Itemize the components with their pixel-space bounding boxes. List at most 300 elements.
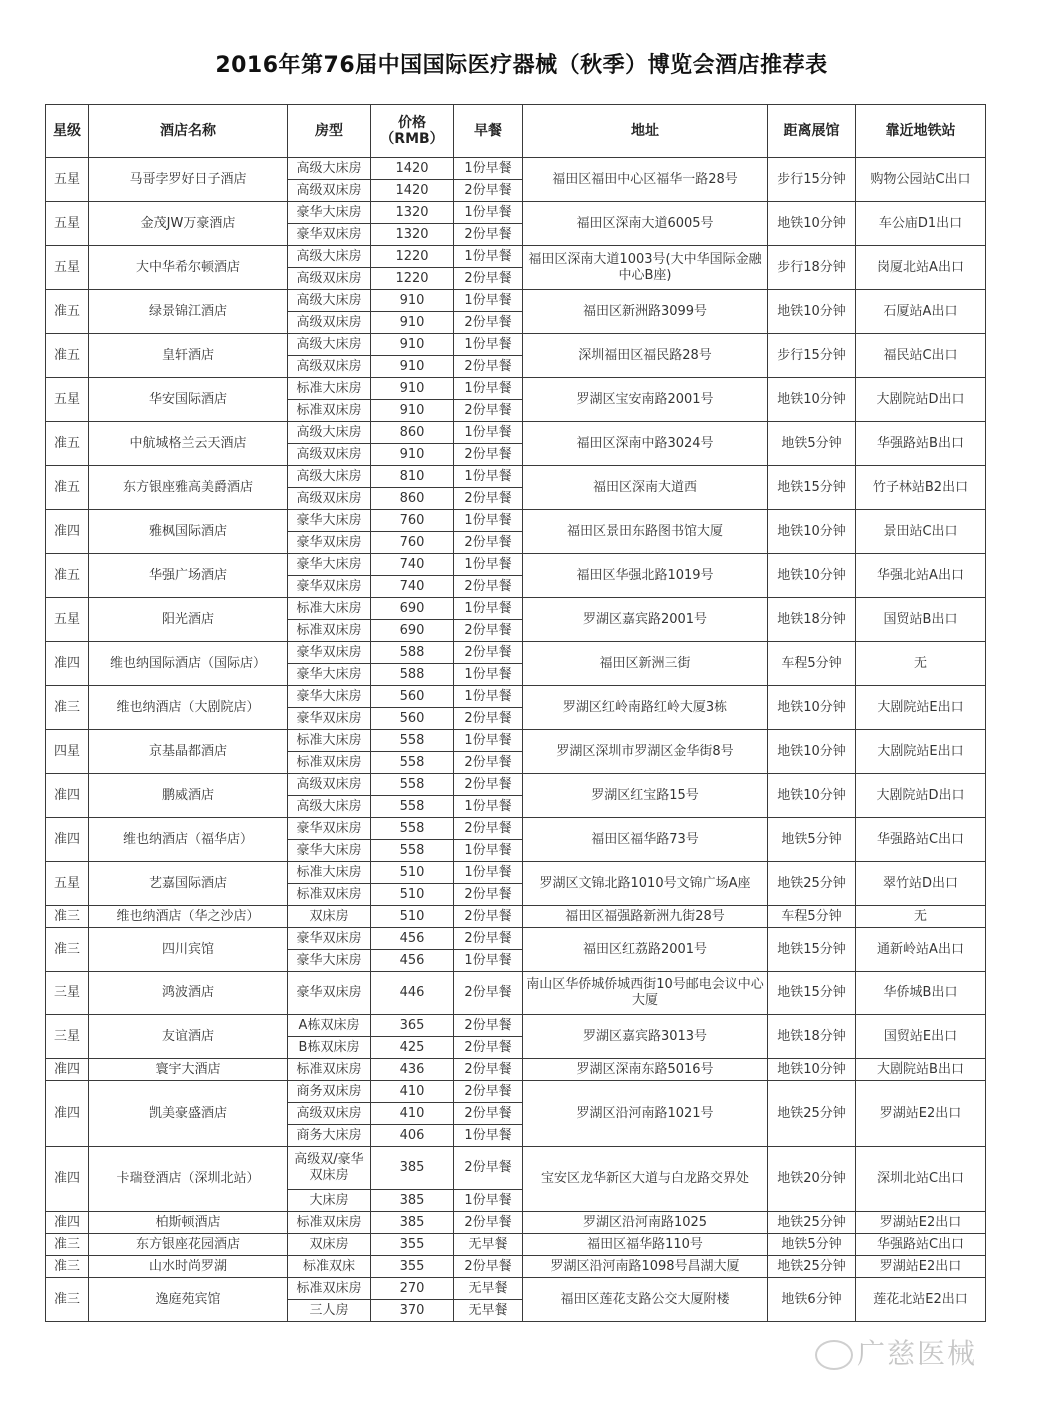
distance: 地铁10分钟 <box>768 1059 856 1081</box>
price: 446 <box>371 972 454 1015</box>
address: 福田区新洲路3099号 <box>523 290 768 334</box>
breakfast: 2份早餐 <box>454 400 523 422</box>
metro-station: 华侨城B出口 <box>856 972 986 1015</box>
room-type: 豪华双床房 <box>288 224 371 246</box>
distance: 地铁20分钟 <box>768 1147 856 1212</box>
price: 740 <box>371 554 454 576</box>
distance: 步行15分钟 <box>768 334 856 378</box>
breakfast: 1份早餐 <box>454 598 523 620</box>
table-row <box>46 1278 986 1300</box>
star-rating: 准四 <box>46 818 89 862</box>
price: 760 <box>371 510 454 532</box>
header-breakfast: 早餐 <box>454 105 523 158</box>
breakfast: 2份早餐 <box>454 1037 523 1059</box>
room-type: 高级大床房 <box>288 334 371 356</box>
table-row <box>46 1015 986 1037</box>
price: 760 <box>371 532 454 554</box>
header-star: 星级 <box>46 105 89 158</box>
price: 355 <box>371 1234 454 1256</box>
breakfast: 2份早餐 <box>454 774 523 796</box>
metro-station: 竹子林站B2出口 <box>856 466 986 510</box>
room-type: 高级大床房 <box>288 158 371 180</box>
breakfast: 1份早餐 <box>454 202 523 224</box>
room-type: 豪华双床房 <box>288 576 371 598</box>
breakfast: 2份早餐 <box>454 1212 523 1234</box>
price: 588 <box>371 642 454 664</box>
metro-station: 罗湖站E2出口 <box>856 1081 986 1147</box>
room-type: 大床房 <box>288 1190 371 1212</box>
price: 510 <box>371 862 454 884</box>
price: 370 <box>371 1300 454 1322</box>
metro-station: 华强路站B出口 <box>856 422 986 466</box>
room-type: 标准大床房 <box>288 598 371 620</box>
address: 福田区深南大道1003号(大中华国际金融中心B座) <box>523 246 768 290</box>
metro-station: 罗湖站E2出口 <box>856 1212 986 1234</box>
distance: 地铁10分钟 <box>768 686 856 730</box>
distance: 地铁10分钟 <box>768 290 856 334</box>
hotel-name: 马哥孛罗好日子酒店 <box>89 158 288 202</box>
breakfast: 2份早餐 <box>454 224 523 246</box>
star-rating: 准三 <box>46 686 89 730</box>
room-type: 高级大床房 <box>288 796 371 818</box>
distance: 地铁10分钟 <box>768 510 856 554</box>
hotel-name: 卡瑞登酒店（深圳北站） <box>89 1147 288 1212</box>
table-row <box>46 642 986 664</box>
breakfast: 2份早餐 <box>454 444 523 466</box>
room-type: 高级大床房 <box>288 422 371 444</box>
breakfast: 2份早餐 <box>454 928 523 950</box>
breakfast: 1份早餐 <box>454 466 523 488</box>
hotel-name: 华强广场酒店 <box>89 554 288 598</box>
distance: 地铁25分钟 <box>768 1081 856 1147</box>
table-row <box>46 862 986 884</box>
room-type: 高级双床房 <box>288 1103 371 1125</box>
address: 罗湖区宝安南路2001号 <box>523 378 768 422</box>
breakfast: 2份早餐 <box>454 620 523 642</box>
distance: 地铁25分钟 <box>768 1212 856 1234</box>
star-rating: 准四 <box>46 774 89 818</box>
price: 690 <box>371 620 454 642</box>
address: 罗湖区红宝路15号 <box>523 774 768 818</box>
wechat-icon <box>815 1340 853 1370</box>
room-type: A栋双床房 <box>288 1015 371 1037</box>
price: 560 <box>371 708 454 730</box>
metro-station: 通新岭站A出口 <box>856 928 986 972</box>
star-rating: 准四 <box>46 1059 89 1081</box>
hotel-name: 中航城格兰云天酒店 <box>89 422 288 466</box>
metro-station: 无 <box>856 906 986 928</box>
room-type: 豪华大床房 <box>288 202 371 224</box>
breakfast: 1份早餐 <box>454 840 523 862</box>
header-hotel-name: 酒店名称 <box>89 105 288 158</box>
room-type: 豪华大床房 <box>288 554 371 576</box>
star-rating: 准四 <box>46 642 89 686</box>
table-row <box>46 554 986 576</box>
breakfast: 无早餐 <box>454 1234 523 1256</box>
breakfast: 2份早餐 <box>454 488 523 510</box>
hotel-name: 寰宇大酒店 <box>89 1059 288 1081</box>
page-title: 2016年第76届中国国际医疗器械（秋季）博览会酒店推荐表 <box>215 53 828 78</box>
address: 福田区景田东路图书馆大厦 <box>523 510 768 554</box>
metro-station: 购物公园站C出口 <box>856 158 986 202</box>
table-row <box>46 1256 986 1278</box>
hotel-name: 金茂JW万豪酒店 <box>89 202 288 246</box>
room-type: 双床房 <box>288 1234 371 1256</box>
address: 罗湖区文锦北路1010号文锦广场A座 <box>523 862 768 906</box>
room-type: 豪华双床房 <box>288 532 371 554</box>
star-rating: 五星 <box>46 158 89 202</box>
room-type: 豪华大床房 <box>288 686 371 708</box>
header-row <box>46 105 986 158</box>
room-type: 高级双床房 <box>288 180 371 202</box>
distance: 地铁10分钟 <box>768 730 856 774</box>
table-row <box>46 422 986 444</box>
metro-station: 国贸站B出口 <box>856 598 986 642</box>
hotel-name: 维也纳国际酒店（国际店） <box>89 642 288 686</box>
hotel-name: 艺嘉国际酒店 <box>89 862 288 906</box>
metro-station: 国贸站E出口 <box>856 1015 986 1059</box>
table-row <box>46 246 986 268</box>
room-type: 商务大床房 <box>288 1125 371 1147</box>
distance: 地铁6分钟 <box>768 1278 856 1322</box>
breakfast: 2份早餐 <box>454 708 523 730</box>
table-row <box>46 334 986 356</box>
breakfast: 1份早餐 <box>454 334 523 356</box>
breakfast: 2份早餐 <box>454 1147 523 1190</box>
room-type: 高级大床房 <box>288 290 371 312</box>
hotel-name: 东方银座雅高美爵酒店 <box>89 466 288 510</box>
distance: 地铁10分钟 <box>768 774 856 818</box>
breakfast: 2份早餐 <box>454 312 523 334</box>
metro-station: 景田站C出口 <box>856 510 986 554</box>
hotel-name: 维也纳酒店（华之沙店） <box>89 906 288 928</box>
star-rating: 五星 <box>46 862 89 906</box>
price: 365 <box>371 1015 454 1037</box>
breakfast: 1份早餐 <box>454 422 523 444</box>
breakfast: 2份早餐 <box>454 1103 523 1125</box>
table-row <box>46 1234 986 1256</box>
room-type: 豪华大床房 <box>288 510 371 532</box>
star-rating: 五星 <box>46 378 89 422</box>
breakfast: 2份早餐 <box>454 1059 523 1081</box>
room-type: 豪华双床房 <box>288 972 371 1015</box>
table-row <box>46 730 986 752</box>
price: 558 <box>371 752 454 774</box>
breakfast: 2份早餐 <box>454 576 523 598</box>
price: 910 <box>371 378 454 400</box>
table-row <box>46 1081 986 1103</box>
price: 406 <box>371 1125 454 1147</box>
star-rating: 准五 <box>46 554 89 598</box>
price: 425 <box>371 1037 454 1059</box>
price: 456 <box>371 928 454 950</box>
star-rating: 五星 <box>46 598 89 642</box>
breakfast: 1份早餐 <box>454 686 523 708</box>
room-type: 三人房 <box>288 1300 371 1322</box>
distance: 车程5分钟 <box>768 642 856 686</box>
price: 558 <box>371 840 454 862</box>
breakfast: 1份早餐 <box>454 246 523 268</box>
room-type: 豪华双床房 <box>288 928 371 950</box>
header-distance: 距离展馆 <box>768 105 856 158</box>
table-row <box>46 290 986 312</box>
table-row <box>46 928 986 950</box>
address: 罗湖区深圳市罗湖区金华街8号 <box>523 730 768 774</box>
room-type: 豪华大床房 <box>288 950 371 972</box>
room-type: 豪华双床房 <box>288 642 371 664</box>
price: 558 <box>371 818 454 840</box>
breakfast: 2份早餐 <box>454 532 523 554</box>
breakfast: 1份早餐 <box>454 796 523 818</box>
distance: 地铁15分钟 <box>768 972 856 1015</box>
price: 1320 <box>371 202 454 224</box>
distance: 地铁10分钟 <box>768 202 856 246</box>
price: 558 <box>371 730 454 752</box>
room-type: 标准大床房 <box>288 862 371 884</box>
price: 558 <box>371 796 454 818</box>
breakfast: 1份早餐 <box>454 1190 523 1212</box>
metro-station: 华强路站C出口 <box>856 1234 986 1256</box>
breakfast: 1份早餐 <box>454 1125 523 1147</box>
address: 罗湖区沿河南路1098号昌湖大厦 <box>523 1256 768 1278</box>
metro-station: 翠竹站D出口 <box>856 862 986 906</box>
room-type: 豪华双床房 <box>288 708 371 730</box>
hotel-name: 皇轩酒店 <box>89 334 288 378</box>
price: 910 <box>371 400 454 422</box>
metro-station: 深圳北站C出口 <box>856 1147 986 1212</box>
header-metro: 靠近地铁站 <box>856 105 986 158</box>
price: 910 <box>371 334 454 356</box>
hotel-name: 维也纳酒店（大剧院店） <box>89 686 288 730</box>
address: 罗湖区嘉宾路2001号 <box>523 598 768 642</box>
hotel-name: 友谊酒店 <box>89 1015 288 1059</box>
star-rating: 三星 <box>46 1015 89 1059</box>
breakfast: 1份早餐 <box>454 664 523 686</box>
star-rating: 准三 <box>46 1256 89 1278</box>
star-rating: 准三 <box>46 906 89 928</box>
star-rating: 四星 <box>46 730 89 774</box>
table-row <box>46 598 986 620</box>
breakfast: 1份早餐 <box>454 862 523 884</box>
address: 宝安区龙华新区大道与白龙路交界处 <box>523 1147 768 1212</box>
metro-station: 华强路站C出口 <box>856 818 986 862</box>
distance: 车程5分钟 <box>768 906 856 928</box>
table-row <box>46 1212 986 1234</box>
breakfast: 2份早餐 <box>454 752 523 774</box>
price: 910 <box>371 356 454 378</box>
address: 罗湖区嘉宾路3013号 <box>523 1015 768 1059</box>
star-rating: 准四 <box>46 1081 89 1147</box>
metro-station: 大剧院站D出口 <box>856 774 986 818</box>
table-row <box>46 466 986 488</box>
breakfast: 1份早餐 <box>454 950 523 972</box>
hotel-name: 东方银座花园酒店 <box>89 1234 288 1256</box>
room-type: 豪华双床房 <box>288 818 371 840</box>
price: 1420 <box>371 180 454 202</box>
price: 1220 <box>371 268 454 290</box>
address: 罗湖区沿河南路1025 <box>523 1212 768 1234</box>
distance: 地铁18分钟 <box>768 598 856 642</box>
room-type: 标准双床房 <box>288 400 371 422</box>
hotel-name: 京基晶都酒店 <box>89 730 288 774</box>
star-rating: 准五 <box>46 334 89 378</box>
breakfast: 2份早餐 <box>454 906 523 928</box>
breakfast: 2份早餐 <box>454 1256 523 1278</box>
hotel-name: 四川宾馆 <box>89 928 288 972</box>
metro-station: 岗厦北站A出口 <box>856 246 986 290</box>
metro-station: 大剧院站E出口 <box>856 730 986 774</box>
breakfast: 1份早餐 <box>454 378 523 400</box>
room-type: 双床房 <box>288 906 371 928</box>
table-row <box>46 1059 986 1081</box>
star-rating: 准五 <box>46 422 89 466</box>
breakfast: 无早餐 <box>454 1278 523 1300</box>
price: 436 <box>371 1059 454 1081</box>
price: 456 <box>371 950 454 972</box>
metro-station: 大剧院站D出口 <box>856 378 986 422</box>
room-type: 豪华大床房 <box>288 840 371 862</box>
metro-station: 石厦站A出口 <box>856 290 986 334</box>
room-type: 高级双床房 <box>288 268 371 290</box>
room-type: 标准双床房 <box>288 752 371 774</box>
table-row <box>46 158 986 180</box>
room-type: 高级大床房 <box>288 246 371 268</box>
star-rating: 三星 <box>46 972 89 1015</box>
room-type: 标准双床房 <box>288 620 371 642</box>
room-type: 标准双床 <box>288 1256 371 1278</box>
price: 910 <box>371 444 454 466</box>
price: 910 <box>371 290 454 312</box>
hotel-name: 凯美豪盛酒店 <box>89 1081 288 1147</box>
breakfast: 2份早餐 <box>454 180 523 202</box>
distance: 地铁15分钟 <box>768 466 856 510</box>
breakfast: 1份早餐 <box>454 158 523 180</box>
address: 福田区福田中心区福华一路28号 <box>523 158 768 202</box>
address: 福田区福强路新洲九街28号 <box>523 906 768 928</box>
address: 福田区莲花支路公交大厦附楼 <box>523 1278 768 1322</box>
table-row <box>46 202 986 224</box>
room-type: 高级双床房 <box>288 444 371 466</box>
metro-station: 车公庙D1出口 <box>856 202 986 246</box>
table-row <box>46 972 986 1015</box>
room-type: 豪华大床房 <box>288 664 371 686</box>
table-row <box>46 774 986 796</box>
metro-station: 福民站C出口 <box>856 334 986 378</box>
price: 1420 <box>371 158 454 180</box>
price: 385 <box>371 1212 454 1234</box>
room-type: B栋双床房 <box>288 1037 371 1059</box>
distance: 地铁18分钟 <box>768 1015 856 1059</box>
hotel-name: 阳光酒店 <box>89 598 288 642</box>
address: 深圳福田区福民路28号 <box>523 334 768 378</box>
distance: 地铁15分钟 <box>768 928 856 972</box>
distance: 地铁25分钟 <box>768 1256 856 1278</box>
hotel-name: 大中华希尔顿酒店 <box>89 246 288 290</box>
table-row <box>46 1147 986 1190</box>
distance: 地铁10分钟 <box>768 554 856 598</box>
price: 910 <box>371 312 454 334</box>
breakfast: 无早餐 <box>454 1300 523 1322</box>
address: 福田区深南大道西 <box>523 466 768 510</box>
distance: 地铁10分钟 <box>768 378 856 422</box>
address: 福田区福华路110号 <box>523 1234 768 1256</box>
hotel-name: 逸庭苑宾馆 <box>89 1278 288 1322</box>
star-rating: 准四 <box>46 510 89 554</box>
address: 福田区新洲三街 <box>523 642 768 686</box>
hotel-name: 山水时尚罗湖 <box>89 1256 288 1278</box>
table-row <box>46 818 986 840</box>
hotel-name: 雅枫国际酒店 <box>89 510 288 554</box>
table-row <box>46 378 986 400</box>
price: 740 <box>371 576 454 598</box>
room-type: 高级双床房 <box>288 774 371 796</box>
price: 860 <box>371 422 454 444</box>
metro-station: 大剧院站B出口 <box>856 1059 986 1081</box>
price: 510 <box>371 906 454 928</box>
room-type: 高级双床房 <box>288 312 371 334</box>
table-row <box>46 510 986 532</box>
price: 270 <box>371 1278 454 1300</box>
price: 410 <box>371 1103 454 1125</box>
price: 588 <box>371 664 454 686</box>
star-rating: 五星 <box>46 246 89 290</box>
watermark-text: 广慈医械 <box>857 1337 978 1370</box>
distance: 步行18分钟 <box>768 246 856 290</box>
breakfast: 1份早餐 <box>454 554 523 576</box>
breakfast: 2份早餐 <box>454 1081 523 1103</box>
price: 385 <box>371 1147 454 1190</box>
header-room-type: 房型 <box>288 105 371 158</box>
star-rating: 准三 <box>46 1278 89 1322</box>
breakfast: 2份早餐 <box>454 884 523 906</box>
breakfast: 2份早餐 <box>454 818 523 840</box>
breakfast: 1份早餐 <box>454 290 523 312</box>
hotel-name: 鹏威酒店 <box>89 774 288 818</box>
price: 510 <box>371 884 454 906</box>
room-type: 高级双/豪华双床房 <box>288 1147 371 1190</box>
price: 860 <box>371 488 454 510</box>
breakfast: 2份早餐 <box>454 356 523 378</box>
price: 1320 <box>371 224 454 246</box>
address: 福田区深南大道6005号 <box>523 202 768 246</box>
room-type: 标准双床房 <box>288 884 371 906</box>
metro-station: 大剧院站E出口 <box>856 686 986 730</box>
room-type: 高级大床房 <box>288 466 371 488</box>
distance: 步行15分钟 <box>768 158 856 202</box>
hotel-name: 维也纳酒店（福华店） <box>89 818 288 862</box>
address: 福田区华强北路1019号 <box>523 554 768 598</box>
watermark <box>815 1332 977 1372</box>
distance: 地铁25分钟 <box>768 862 856 906</box>
price: 810 <box>371 466 454 488</box>
distance: 地铁5分钟 <box>768 1234 856 1256</box>
hotel-name: 华安国际酒店 <box>89 378 288 422</box>
star-rating: 准四 <box>46 1212 89 1234</box>
price: 1220 <box>371 246 454 268</box>
hotel-name: 鸿波酒店 <box>89 972 288 1015</box>
metro-station: 无 <box>856 642 986 686</box>
star-rating: 五星 <box>46 202 89 246</box>
address: 罗湖区沿河南路1021号 <box>523 1081 768 1147</box>
price: 385 <box>371 1190 454 1212</box>
star-rating: 准四 <box>46 1147 89 1212</box>
room-type: 标准大床房 <box>288 730 371 752</box>
room-type: 商务双床房 <box>288 1081 371 1103</box>
room-type: 高级双床房 <box>288 356 371 378</box>
price: 690 <box>371 598 454 620</box>
hotel-table <box>45 104 986 1322</box>
breakfast: 1份早餐 <box>454 730 523 752</box>
